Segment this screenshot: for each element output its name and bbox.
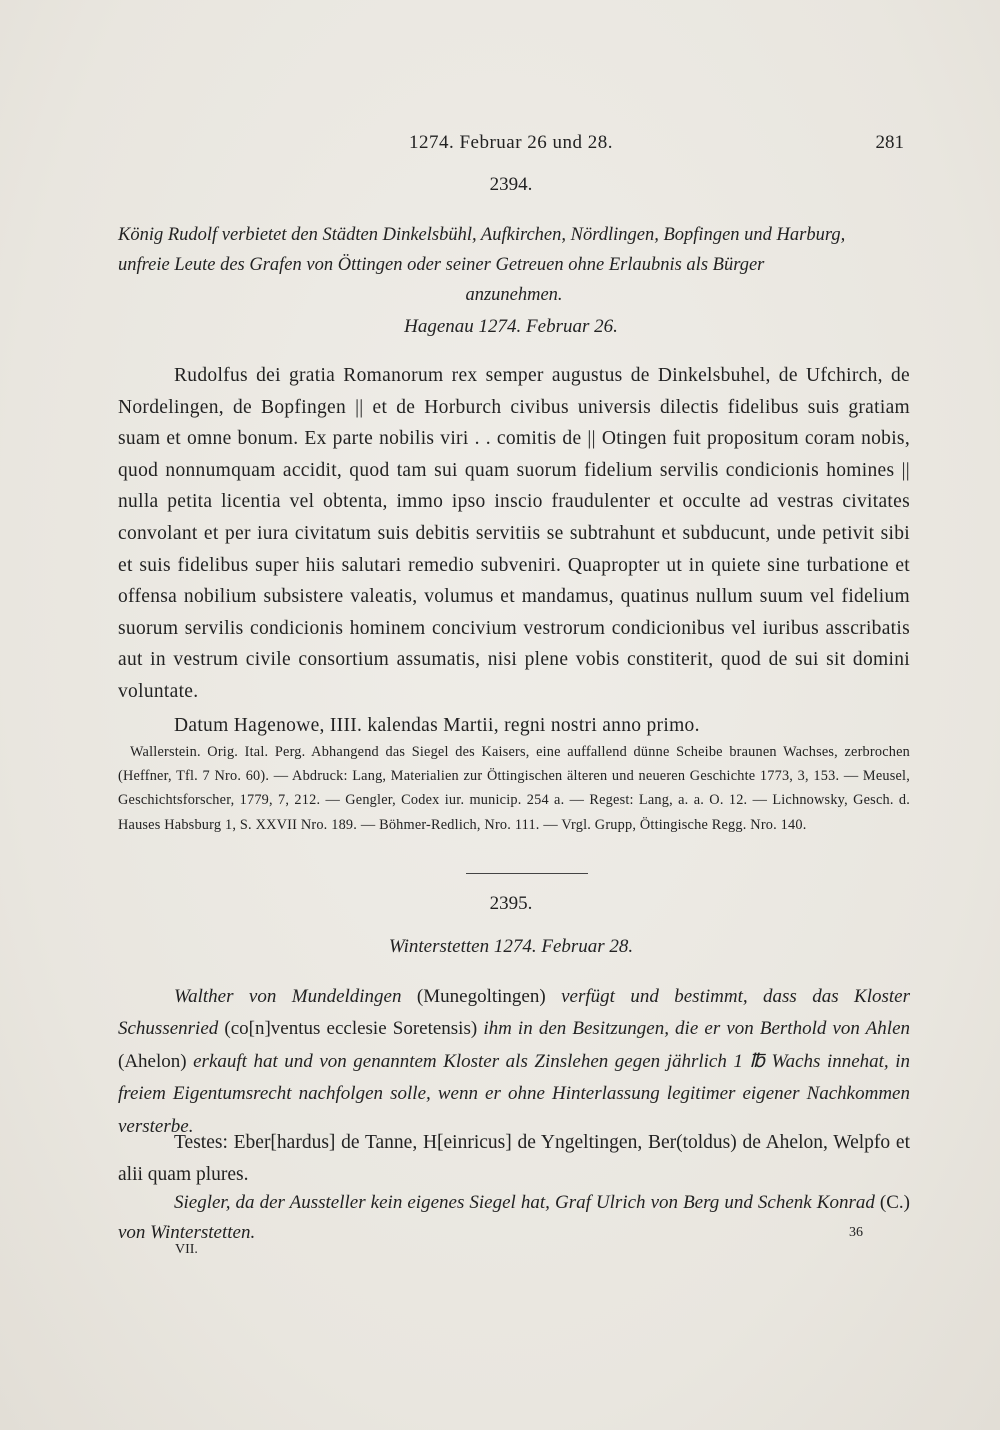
running-title: 1274. Februar 26 und 28. (408, 132, 614, 153)
regest-line: anzunehmen. (465, 285, 563, 305)
datum-line: Datum Hagenowe, IIII. kalendas Martii, regni nostri anno primo. (174, 714, 700, 736)
regest-2394 (118, 220, 910, 310)
notes-paragraph: Wallerstein. Orig. Ital. Perg. Abhangend das Siegel des Kaisers, eine auffallend dünne Scheibe braunen Wachses, zerbrochen (Heffner, Tfl. 7 Nro. 60). — Abdruck: Lang, Materialien zur Öttingischen älteren und neueren Geschichte 1773, 3, 153. — Meusel, Geschichtsforscher, 1779, 7, 212. — Gengler, Codex iur. municip. 254 a. — Regest: Lang, a. a. O. 12. — Lichnowsky, Gesch. d. Hauses Habsburg 1, S. XXVII Nro. 189. — Böhmer-Redlich, Nro. 111. — Vrgl. Grupp, Öttingische Regg. Nro. 140. (118, 744, 910, 833)
regest-roman: (Ahelon) (118, 1050, 194, 1072)
section-divider (466, 873, 588, 874)
testes-paragraph: Testes: Eber[hardus] de Tanne, H[einricus] de Yngeltingen, Ber(toldus) de Ahelon, Welpfo et alii quam plures. (118, 1132, 910, 1185)
volume-mark: VII. (175, 1242, 198, 1257)
place-date-2395: Winterstetten 1274. Februar 28. (388, 936, 634, 957)
regest-italic: ihm in den Besitzungen, die er von Berthold von Ahlen (483, 1018, 911, 1040)
charter-text-2394 (118, 360, 910, 741)
regest-italic: verfügt und bestimmt, dass das Kloster Schussenried (118, 986, 910, 1040)
regest-paragraph (118, 981, 910, 1143)
siegler-italic: Siegler, da der Aussteller kein eigenes Siegel hat, Graf Ulrich von Berg und Schenk Konrad (174, 1192, 875, 1213)
regest-line: unfreie Leute des Grafen von Öttingen oder seiner Getreuen ohne Erlaubnis als Bürger (118, 255, 765, 275)
siegler-roman: (C.) (874, 1192, 910, 1213)
document-number-2395: 2395. (489, 893, 533, 914)
testes-2395 (118, 1127, 910, 1190)
page-header (118, 132, 904, 156)
siegler-2395 (118, 1188, 910, 1248)
regest-line: König Rudolf verbietet den Städten Dinkelsbühl, Aufkirchen, Nördlingen, Bopfingen und Harburg, (118, 225, 846, 245)
document-number-2394: 2394. (489, 174, 533, 195)
page-number: 281 (875, 132, 904, 153)
siegler-italic: von Winterstetten. (118, 1222, 256, 1243)
regest-2395 (118, 981, 910, 1143)
regest-italic: Walther von Mundeldingen (174, 986, 402, 1007)
signature-mark: 36 (849, 1225, 863, 1240)
place-date-2394: Hagenau 1274. Februar 26. (404, 316, 618, 337)
siegler-paragraph (118, 1188, 910, 1248)
apparatus-notes-2394 (118, 740, 910, 837)
charter-paragraph: Rudolfus dei gratia Romanorum rex semper augustus de Dinkelsbuhel, de Ufchirch, de Nordelingen, de Bopfingen || et de Horburch civibus universis dilectis fidelibus suis gratiam suam et omne bonum. Ex parte nobilis viri . . comitis de || Otingen fuit propositum coram nobis, quod nonnumquam accidit, quod tam sui quam suorum fidelium servilis condicionis homines || nulla petita licentia vel obtenta, immo ipso inscio fraudulenter et occulte ad vestras civitates convolant et per iura civitatum suis debitis servitiis se subtrahunt et subducunt, unde petivit sibi et suis fidelibus super hiis salutari remedio subveniri. Quapropter ut in quiete sine turbatione et offensa nobilium subsistere valeatis, volumus et mandamus, quatinus nullum suum vel fidelium suorum servilis condicionis hominem concivium vestrorum condicionibus vel iuribus asscribatis aut in vestrum civile consortium assumatis, nisi plene vobis constiterit, quod de sui sit domini voluntate. (118, 365, 910, 702)
regest-italic: erkauft hat und von genanntem Kloster als Zinslehen gegen jährlich 1 ℔ Wachs innehat, in freiem Eigentumsrecht nachfolgen solle, wenn er ohne Hinterlassung legitimer eigener Nachkommen versterbe. (118, 1050, 910, 1137)
regest-roman: (Munegoltingen) (401, 986, 562, 1007)
regest-roman: (co[n]ventus ecclesie Soretensis) (218, 1018, 484, 1040)
